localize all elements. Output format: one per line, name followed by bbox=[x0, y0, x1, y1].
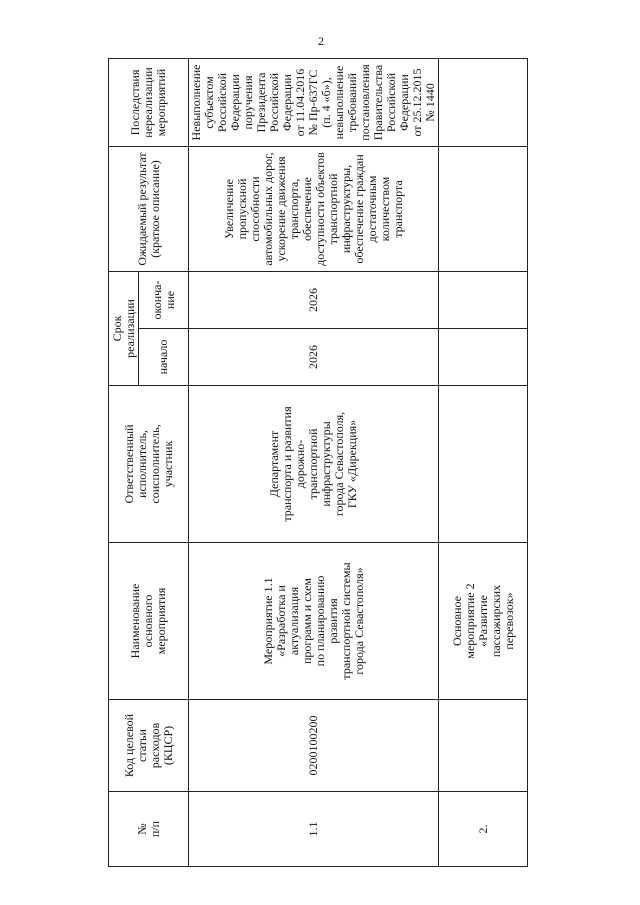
page-number: 2 bbox=[318, 34, 324, 48]
header-consequences: Последствия нереализации мероприятий bbox=[109, 59, 189, 147]
rotated-table-wrapper bbox=[108, 59, 528, 867]
cell-name: Основное мероприятие 2 «Развитие пассажирских перевозок» bbox=[439, 543, 528, 700]
cell-num: 2. bbox=[439, 792, 528, 867]
header-term: Срок реализации bbox=[109, 272, 139, 386]
header-code: Код целевой статьи расходов (КЦСР) bbox=[109, 700, 189, 792]
cell-consequences bbox=[439, 59, 528, 147]
header-responsible: Ответственный исполнитель, соисполнитель, участник bbox=[109, 386, 189, 543]
header-end: оконча- ние bbox=[139, 272, 189, 329]
header-result: Ожидаемый результат (краткое описание) bbox=[109, 147, 189, 272]
header-num: № п/п bbox=[109, 792, 189, 867]
table-row bbox=[439, 59, 528, 867]
cell-responsible: Департамент транспорта и развития дорожно- транспортной инфраструктуры города Севастополя, ГКУ «Дирекция» bbox=[189, 386, 439, 543]
cell-start bbox=[439, 329, 528, 386]
cell-code: 0200100200 bbox=[189, 700, 439, 792]
cell-end: 2026 bbox=[189, 272, 439, 329]
cell-result bbox=[439, 147, 528, 272]
cell-consequences: Невыполнение субъектом Российской Федерации поручения Президента Российской Федерации от 11.04.2016 № Пр-637ГС (п. 4 «б»), невыполнение требований постановления Правительства Российской Федерации от 25.12.2015 № 1440 bbox=[189, 59, 439, 147]
cell-name: Мероприятие 1.1 «Разработка и актуализация программ и схем по планированию развития транспортной системы города Севастополя» bbox=[189, 543, 439, 700]
cell-num: 1.1 bbox=[189, 792, 439, 867]
header-name: Наименование основного мероприятия bbox=[109, 543, 189, 700]
measures-table bbox=[108, 58, 528, 867]
header-start: начало bbox=[139, 329, 189, 386]
cell-code bbox=[439, 700, 528, 792]
cell-result: Увеличение пропускной способности автомобильных дорог, ускорение движения транспорта, обеспечение доступности объектов транспортной инфраструктуры, обеспечение граждан достаточным количеством транспорта bbox=[189, 147, 439, 272]
cell-end bbox=[439, 272, 528, 329]
cell-start: 2026 bbox=[189, 329, 439, 386]
table-row bbox=[189, 59, 439, 867]
cell-responsible bbox=[439, 386, 528, 543]
